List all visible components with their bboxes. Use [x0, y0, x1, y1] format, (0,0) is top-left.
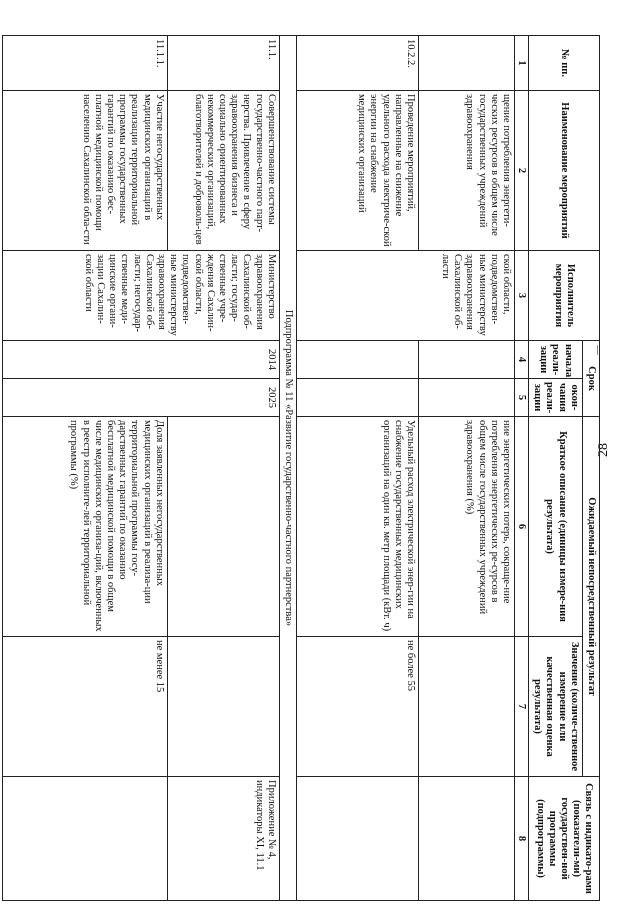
col-number: 3 [514, 251, 528, 341]
header-col4: начала реали-зации [528, 341, 582, 379]
header-col7: Значение (количе-ственное измерение или качественная оценка результата) [528, 637, 582, 777]
cell-value: не менее 15 [2, 637, 167, 777]
col-number: 6 [514, 417, 528, 637]
cell-value [167, 637, 279, 777]
cell-start: 2014 [2, 341, 279, 379]
header-srok: Срок [582, 341, 599, 417]
cell-description: ние энергетических потерь, сокраще-ние потребления энергетических ре-сурсов в общем числе государственных учреждений здравоохранения (%) [418, 417, 514, 637]
subprogram-row [279, 36, 296, 901]
col-number: 4 [514, 341, 528, 379]
measures-table [2, 35, 600, 901]
header-result: Ожидаемый непосредственный результат [582, 417, 599, 777]
cell-executor: Министерство здравоохранения Сахалинской об-ласти; государ-ственные учре-ждения Сахалин-ской области, подведомствен-ные министерству здравоохранения Сахалинской об-ласти; негосудар-ственные меди-цинские органи-зации Сахалин-ской области [2, 251, 279, 341]
cell-start [418, 341, 514, 379]
header-col6: Краткое описание (единицы измере-ния результата) [528, 417, 582, 637]
header-col1: № пп. [528, 36, 599, 91]
cell-description [167, 417, 279, 637]
cell-value: не более 55 [296, 637, 418, 777]
cell-measure: Участие негосударственных медицинских организаций в реализации территориальной программы государственных гарантий по оказанию бес-платной медицинской помощи населению Сахалинской обла-сти [2, 91, 167, 251]
cell-link [2, 777, 167, 901]
col-number: 1 [514, 36, 528, 91]
col-number: 8 [514, 777, 528, 901]
cell-measure: Проведение мероприятий, направленные на снижение удельного расхода электриче-ской энергии на снабжение медицинских организаций [296, 91, 418, 251]
header-col2: Наименование мероприятий [528, 91, 599, 251]
col-number: 2 [514, 91, 528, 251]
cell-number: 10.2.2. [296, 36, 418, 91]
subprogram-title: Подпрограмма № 11 «Развитие государственно-частного партнерства» [279, 36, 296, 901]
cell-number: 11.1.1. [2, 36, 167, 91]
table-row [296, 36, 418, 901]
header-col3: Исполнитель мероприятия [528, 251, 599, 341]
cell-link [418, 777, 514, 901]
cell-link [296, 777, 418, 901]
cell-description: Удельный расход электрической энер-гии на снабжение государственных медицинских организаций на один кв. метр площади (кВт. ч) [296, 417, 418, 637]
column-numbers-row [514, 36, 528, 901]
cell-link: Приложение № 4, индикаторы XI, 11.1 [167, 777, 279, 901]
cell-description: Доля заявленных негосударственных медицинских организаций в реализа-ции территориальной программы госу-дарственных гарантий по оказанию бесплатной медицинской помощи в общем числе медицинских организа-ций, включенных в реестр исполните-лей территориальной программы (%) [2, 417, 167, 637]
cell-value [418, 637, 514, 777]
cell-executor: ской области, подведомствен-ные министерству здравоохранения Сахалинской об-ласти [296, 251, 514, 341]
cell-end [418, 379, 514, 417]
header-row-1 [582, 36, 599, 901]
cell-number: 11.1. [167, 36, 279, 91]
cell-start [296, 341, 418, 379]
header-col5: окон-чания реали-зации [528, 379, 582, 417]
cell-number [418, 36, 514, 91]
rotated-page [10, 35, 600, 900]
page-number: 28 [596, 443, 611, 457]
col-number: 7 [514, 637, 528, 777]
table-row [2, 36, 167, 901]
header-col8: Связь с индикато-рами (показатели-ми) государствен-ной программы (подпрограммы) [528, 777, 599, 901]
cell-measure: щение потребления энергети-ческих ресурсов в общем числе государственных учреждений здравоохранения [418, 91, 514, 251]
table-row [167, 36, 279, 901]
cell-measure: Совершенствование системы государственно-частного парт-нерства. Привлечение в сферу здравоохранения бизнеса и социально ориентированных некоммерческих организаций, благотворителей и доброволь-цев [167, 91, 279, 251]
cell-end [296, 379, 418, 417]
col-number: 5 [514, 379, 528, 417]
table-row [418, 36, 514, 901]
cell-end: 2025 [2, 379, 279, 417]
